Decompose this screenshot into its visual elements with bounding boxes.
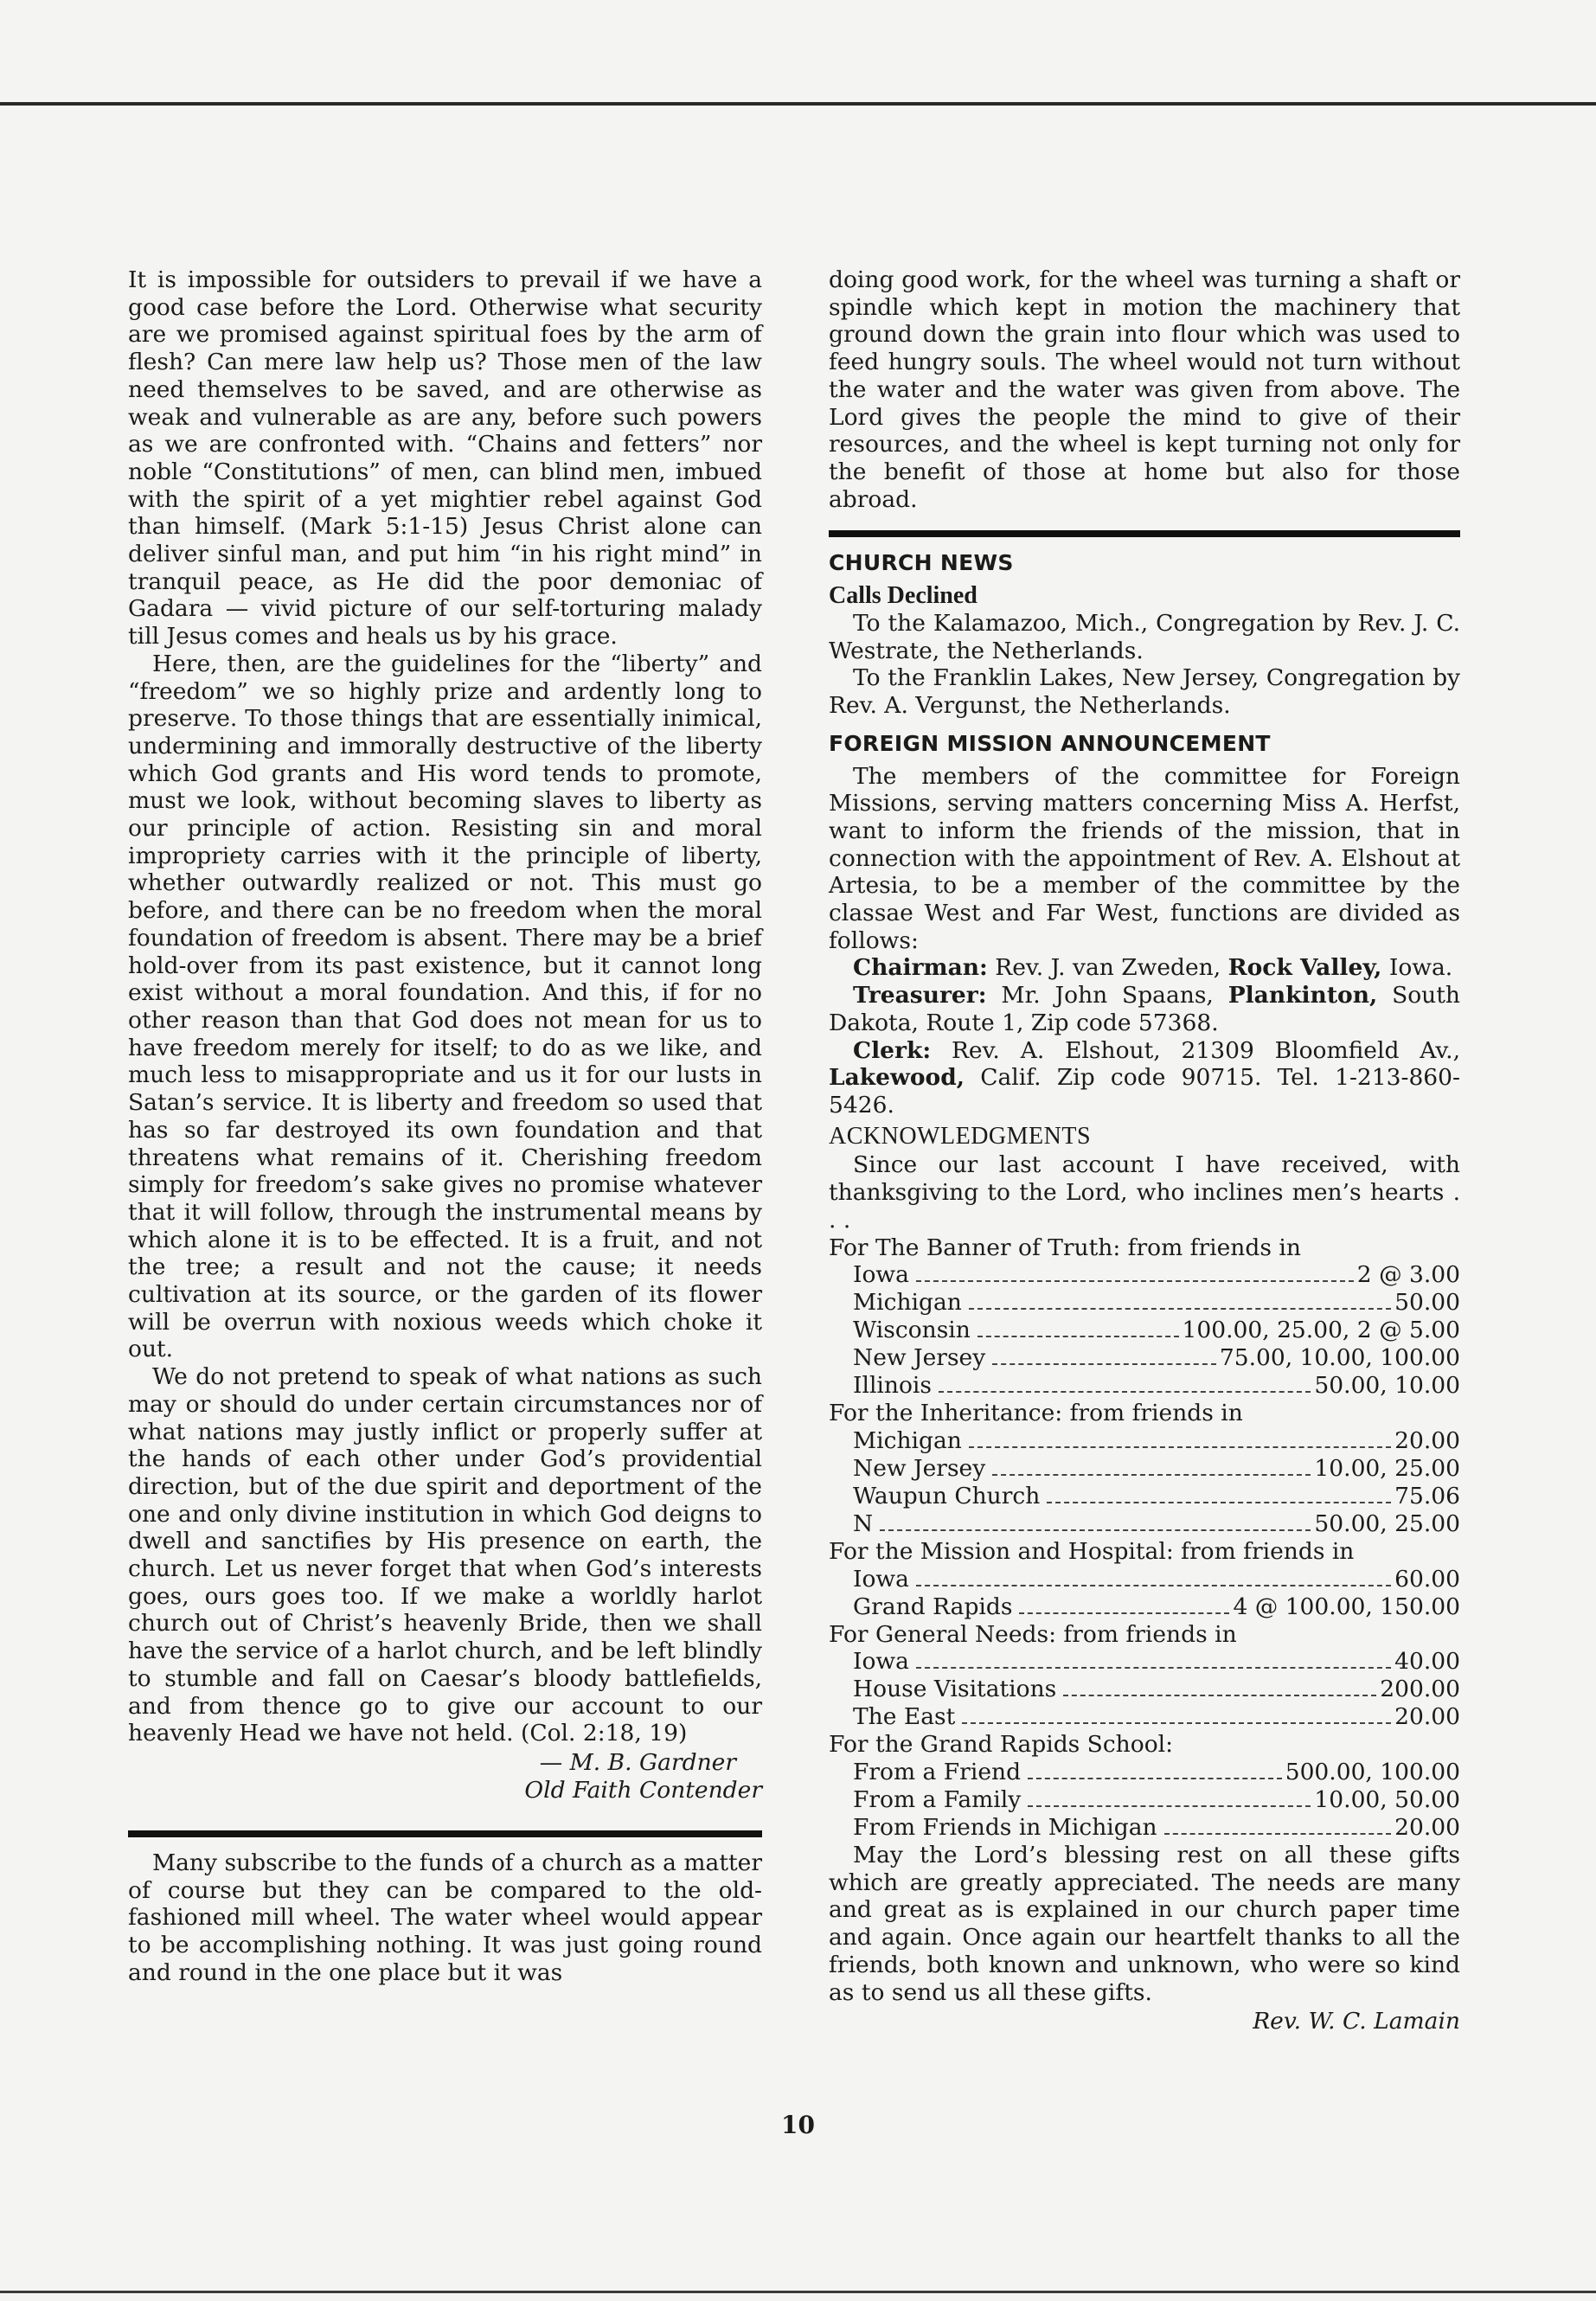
ack-amount: 100.00, 25.00, 2 @ 5.00 — [1182, 1317, 1460, 1344]
article-paragraph: We do not pretend to speak of what nations as such may or should do under certain circumstances nor of what nations may justly inflict or properly suffer at the hands of each other under God’s providential direction, but of the due spirit and deportment of the one and only divine institution in which God deigns to dwell and sanctifies by His presence on earth, the church. Let us never forget that when God’s interests goes, ours goes too. If we make a worldly harlot church out of Christ’s heavenly Bride, then we shall have the service of a harlot church, and be left blindly to stumble and fall on Caesar’s bloody battlefields, and from thence go to give our account to our heavenly Head we have not held. (Col. 2:18, 19) — [128, 1363, 762, 1747]
mill-wheel-paragraph: Many subscribe to the funds of a church as a matter of course but they can be compared to the old-fashioned mill wheel. The water wheel would appear to be accomplishing nothing. It was just going round and round in the one place but it was — [128, 1849, 762, 1986]
ack-amount: 50.00, 25.00 — [1314, 1509, 1460, 1537]
ack-place: New Jersey — [853, 1344, 986, 1372]
treasurer-entry — [829, 982, 1460, 1036]
chairman-entry — [829, 954, 1460, 982]
ack-amount: 20.00 — [1394, 1814, 1460, 1842]
clerk-place: Lakewood, — [829, 1064, 965, 1092]
dot-leader — [992, 1363, 1216, 1365]
ack-row — [829, 1566, 1460, 1593]
acknowledgments-signature: Rev. W. C. Lamain — [1253, 2008, 1460, 2035]
ack-row — [829, 1703, 1460, 1731]
bottom-border-rule — [0, 2291, 1596, 2293]
dot-leader — [977, 1336, 1179, 1337]
dot-leader — [969, 1446, 1391, 1448]
ack-amount: 500.00, 100.00 — [1285, 1759, 1460, 1786]
mission-intro: The members of the committee for Foreign Missions, serving matters concerning Miss A. Herfst, want to inform the friends of the mission, that in connection with the appointment of Rev. A. Elshout at Artesia, to be a member of the committee by the classae West and Far West, functions are divided as follows: — [829, 762, 1460, 954]
acknowledgments-list — [829, 1234, 1460, 1843]
dot-leader — [880, 1529, 1311, 1531]
ack-place: From a Friend — [853, 1759, 1022, 1786]
news-item: To the Kalamazoo, Mich., Congregation by Rev. J. C. Westrate, the Netherlands. — [829, 610, 1460, 664]
dot-leader — [916, 1585, 1391, 1586]
ack-amount: 40.00 — [1394, 1648, 1460, 1676]
ack-amount: 2 @ 3.00 — [1356, 1261, 1460, 1289]
section-divider — [829, 530, 1460, 537]
ack-place: Iowa — [853, 1565, 909, 1593]
ack-place: New Jersey — [853, 1454, 986, 1482]
treasurer-name: Mr. John Spaans, — [1001, 982, 1214, 1009]
dot-leader — [1164, 1833, 1392, 1835]
right-column — [829, 266, 1460, 2035]
ack-category-title: For General Needs: from friends in — [829, 1620, 1237, 1648]
ack-amount: 75.06 — [1394, 1482, 1460, 1509]
foreign-mission-heading: FOREIGN MISSION ANNOUNCEMENT — [829, 730, 1271, 756]
top-border-rule — [0, 102, 1596, 106]
ack-amount: 20.00 — [1394, 1703, 1460, 1731]
chairman-name: Rev. J. van Zweden, — [995, 954, 1221, 982]
clerk-label: Clerk: — [853, 1036, 932, 1064]
ack-amount: 20.00 — [1394, 1426, 1460, 1454]
author-source: Old Faith Contender — [524, 1776, 762, 1804]
treasurer-rest: South Dakota, Route 1, Zip code 57368. — [829, 982, 1460, 1036]
ack-row — [829, 1344, 1460, 1372]
news-item: To the Franklin Lakes, New Jersey, Congregation by Rev. A. Vergunst, the Netherlands. — [829, 664, 1460, 720]
ack-row — [829, 1814, 1460, 1842]
ack-row — [829, 1261, 1460, 1289]
mill-wheel-continuation: doing good work, for the wheel was turning a shaft or spindle which kept in motion the machinery that ground down the grain into flour which was used to feed hungry souls. The wheel would not turn without the water and the water was given from above. The Lord gives the people the mind to give of their resources, and the wheel is kept turning not only for the benefit of those at home but also for those abroad. — [829, 266, 1460, 513]
ack-place: Grand Rapids — [853, 1593, 1013, 1620]
dot-leader — [969, 1308, 1391, 1310]
ack-amount: 60.00 — [1394, 1565, 1460, 1593]
ack-row — [829, 1317, 1460, 1344]
ack-place: N — [853, 1509, 874, 1537]
ack-row — [829, 1759, 1460, 1786]
ack-place: Iowa — [853, 1261, 909, 1289]
ack-amount: 50.00 — [1394, 1289, 1460, 1317]
ack-amount: 4 @ 100.00, 150.00 — [1233, 1593, 1460, 1620]
left-column — [128, 266, 762, 1986]
ack-place: Iowa — [853, 1648, 909, 1676]
ack-place: Michigan — [853, 1289, 962, 1317]
ack-amount: 75.00, 10.00, 100.00 — [1219, 1344, 1460, 1372]
dot-leader — [1019, 1612, 1229, 1614]
chairman-place: Rock Valley, — [1227, 954, 1382, 982]
acknowledgments-closing: May the Lord’s blessing rest on all these gifts which are greatly appreciated. The needs are many and great as is explained in our church paper time and again. Once again our heartfelt thanks to all the friends, both known and unknown, who were so kind as to send us all these gifts. — [829, 1842, 1460, 2006]
ack-place: From a Family — [853, 1786, 1022, 1814]
acknowledgments-heading: ACKNOWLEDGMENTS — [829, 1122, 1092, 1150]
church-news-heading: CHURCH NEWS — [829, 550, 1014, 576]
ack-row — [829, 1648, 1460, 1676]
ack-row — [829, 1510, 1460, 1538]
clerk-name: Rev. A. Elshout, 21309 Bloomfield Av., — [951, 1036, 1460, 1064]
ack-amount: 10.00, 25.00 — [1314, 1454, 1460, 1482]
ack-row — [829, 1483, 1460, 1510]
ack-category-title: For the Grand Rapids School: — [829, 1731, 1174, 1759]
ack-place: Wisconsin — [853, 1317, 971, 1344]
dot-leader — [916, 1667, 1391, 1669]
calls-declined-subheading: Calls Declined — [829, 582, 977, 610]
page-number: 10 — [781, 2111, 815, 2139]
clerk-entry — [829, 1037, 1460, 1119]
ack-amount: 10.00, 50.00 — [1314, 1786, 1460, 1814]
treasurer-place: Plankinton, — [1227, 982, 1378, 1009]
chairman-rest: Iowa. — [1388, 954, 1453, 982]
ack-amount: 200.00 — [1380, 1676, 1460, 1703]
ack-place: Waupun Church — [853, 1482, 1041, 1509]
ack-place: Illinois — [853, 1372, 932, 1400]
dot-leader — [916, 1280, 1354, 1282]
dot-leader — [1028, 1805, 1311, 1807]
treasurer-label: Treasurer: — [853, 982, 987, 1009]
ack-row — [829, 1786, 1460, 1814]
ack-row — [829, 1455, 1460, 1483]
acknowledgments-intro: Since our last account I have received, with thanksgiving to the Lord, who inclines men’s hearts . . . — [829, 1151, 1460, 1234]
ack-amount: 50.00, 10.00 — [1314, 1372, 1460, 1400]
dot-leader — [1063, 1695, 1376, 1696]
clerk-rest: Calif. Zip code 90715. Tel. 1-213-860-5426. — [829, 1064, 1460, 1118]
ack-row — [829, 1289, 1460, 1317]
ack-row — [829, 1676, 1460, 1703]
dot-leader — [1047, 1502, 1391, 1503]
ack-category-title: For the Mission and Hospital: from friends in — [829, 1537, 1355, 1565]
ack-place: From Friends in Michigan — [853, 1814, 1157, 1842]
chairman-label: Chairman: — [853, 954, 988, 982]
dot-leader — [962, 1722, 1391, 1724]
dot-leader — [1028, 1778, 1282, 1779]
ack-row — [829, 1593, 1460, 1621]
dot-leader — [939, 1391, 1311, 1393]
article-paragraph: Here, then, are the guidelines for the “liberty” and “freedom” we so highly prize and ardently long to preserve. To those things that are essentially inimical, undermining and immorally destructive of the liberty which God grants and His word tends to promote, must we look, without becoming slaves to liberty as our principle of action. Resisting sin and moral impropriety carries with it the principle of liberty, whether outwardly realized or not. This must go before, and there can be no freedom when the moral foundation of freedom is absent. There may be a brief hold-over from its past existence, but it cannot long exist without a moral foundation. And this, if for no other reason than that God does not mean for us to have freedom merely for itself; to do as we like, and much less to misappropriate and us it for our lusts in Satan’s service. It is liberty and freedom so used that has so far destroyed its own foundation and that threatens what remains of it. Cherishing freedom simply for freedom’s sake gives no promise whatever that it will follow, through the instrumental means by which alone it is to be effected. It is a fruit, and not the tree; a result and not the cause; it needs cultivation at its source, or the garden of its flower will be overrun with noxious weeds which choke it out. — [128, 650, 762, 1363]
dot-leader — [992, 1474, 1311, 1476]
ack-place: The East — [853, 1703, 956, 1731]
section-divider — [128, 1830, 762, 1837]
ack-row — [829, 1372, 1460, 1400]
article-signature — [128, 1749, 762, 1804]
ack-row — [829, 1427, 1460, 1455]
ack-category-title: For The Banner of Truth: from friends in — [829, 1234, 1301, 1261]
ack-place: Michigan — [853, 1426, 962, 1454]
author-name: — M. B. Gardner — [539, 1748, 736, 1776]
article-paragraph: It is impossible for outsiders to prevail if we have a good case before the Lord. Otherwise what security are we promised against spiritual foes by the arm of flesh? Can mere law help us? Those men of the law need themselves to be saved, and are otherwise as weak and vulnerable as are any, before such powers as we are confronted with. “Chains and fetters” nor noble “Constitutions” of men, can blind men, imbued with the spirit of a yet mightier rebel against God than himself. (Mark 5:1-15) Jesus Christ alone can deliver sinful man, and put him “in his right mind” in tranquil peace, as He did the poor demoniac of Gadara — vivid picture of our self-torturing malady till Jesus comes and heals us by his grace. — [128, 266, 762, 651]
ack-place: House Visitations — [853, 1676, 1057, 1703]
ack-category-title: For the Inheritance: from friends in — [829, 1400, 1243, 1427]
